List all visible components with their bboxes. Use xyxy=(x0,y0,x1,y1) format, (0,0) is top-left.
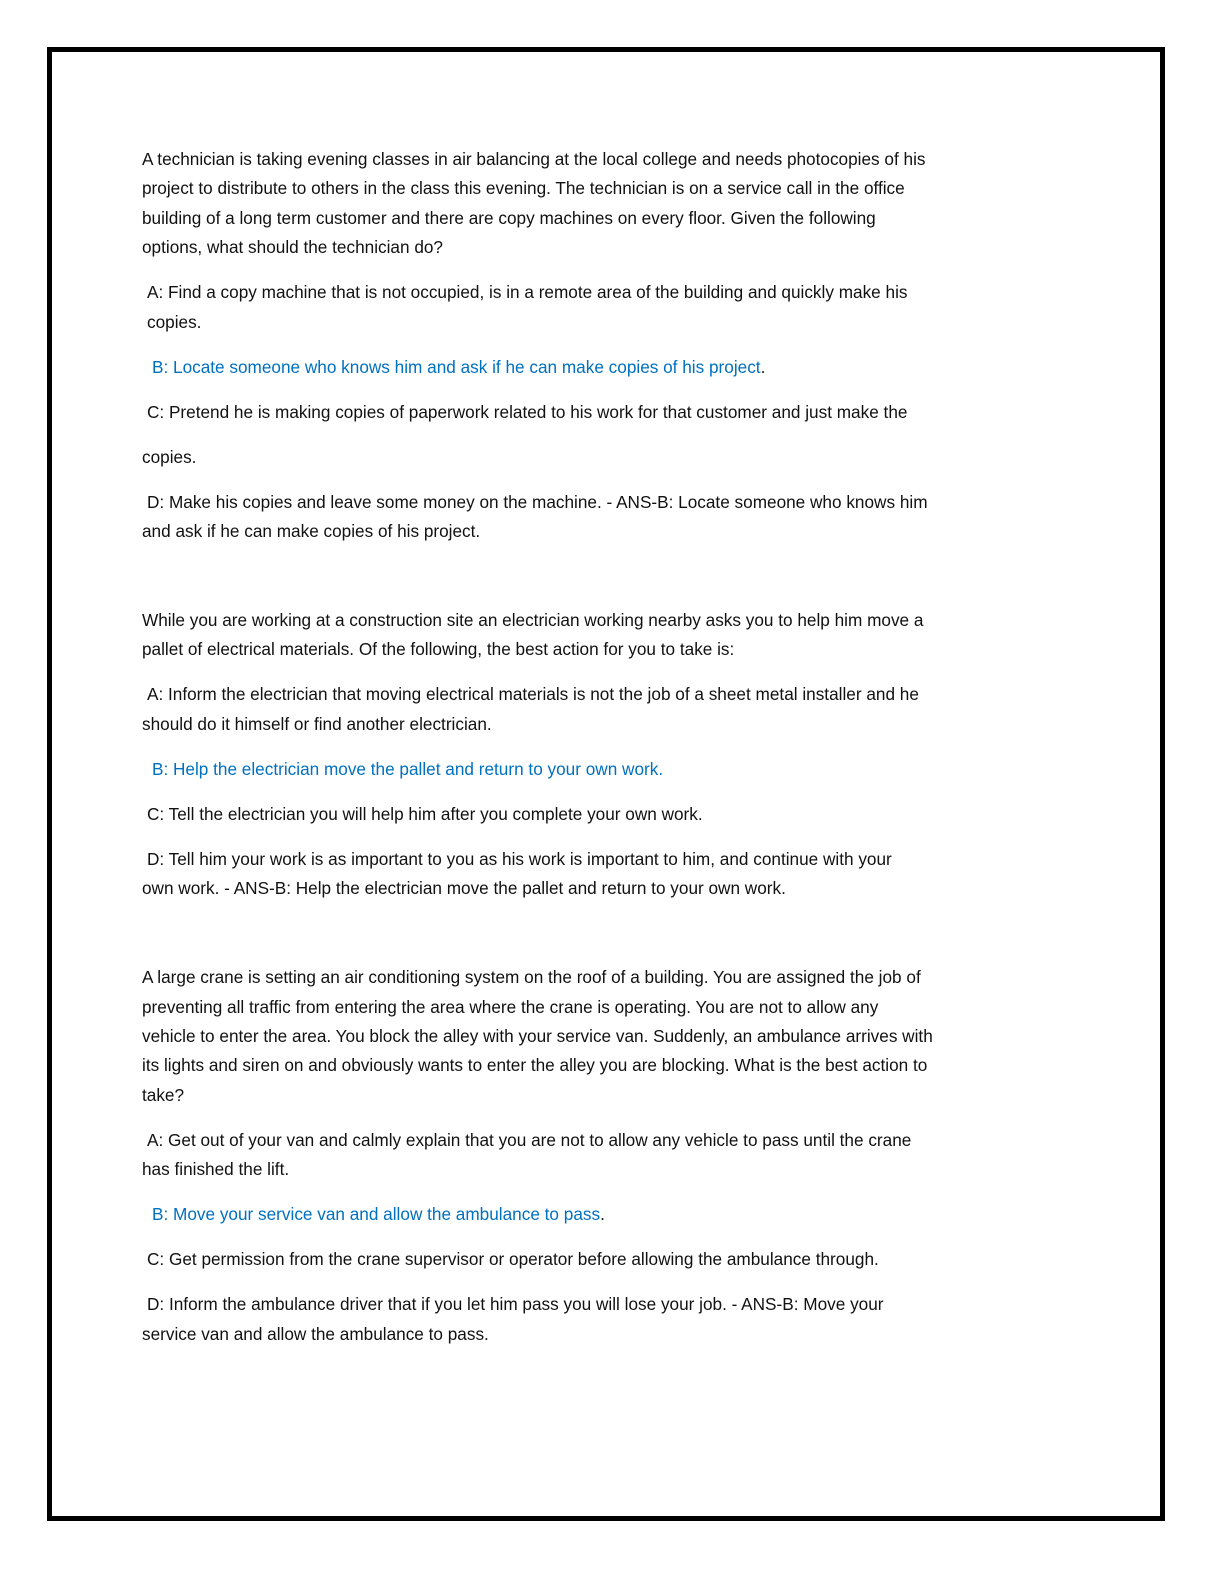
text-line: pallet of electrical materials. Of the following, the best action for you to take is: xyxy=(142,639,735,660)
question-1-option-c xyxy=(142,398,1102,427)
text-line: C: Pretend he is making copies of paperwork related to his work for that customer and just make the xyxy=(147,401,908,422)
period: . xyxy=(760,356,766,377)
text-line: D: Inform the ambulance driver that if you let him pass you will lose your job. - ANS-B: Move your xyxy=(147,1294,884,1315)
text-line: building of a long term customer and there are copy machines on every floor. Given the following xyxy=(142,207,876,228)
text-line: and ask if he can make copies of his project. xyxy=(142,521,481,542)
text-line: take? xyxy=(142,1084,185,1105)
question-1-option-a xyxy=(142,278,1102,337)
text-line: preventing all traffic from entering the area where the crane is operating. You are not to allow any xyxy=(142,996,879,1017)
question-3-stem xyxy=(142,963,1102,1110)
question-3-option-b-correct xyxy=(142,1200,1102,1229)
question-2-option-b-correct xyxy=(142,755,1102,784)
question-2-stem xyxy=(142,606,1102,665)
question-1-option-d xyxy=(142,488,1102,547)
answer-text: B: Locate someone who knows him and ask if he can make copies of his project xyxy=(152,356,761,377)
question-1-stem xyxy=(142,145,1102,263)
document-body xyxy=(142,145,1102,1349)
text-line: D: Tell him your work is as important to you as his work is important to him, and continue with your xyxy=(147,848,892,869)
question-3-option-c xyxy=(142,1245,1102,1274)
text-line: A technician is taking evening classes in air balancing at the local college and needs photocopies of his xyxy=(142,149,926,169)
text-line: A: Inform the electrician that moving electrical materials is not the job of a sheet metal installer and he xyxy=(147,684,919,705)
text-line: A large crane is setting an air conditioning system on the roof of a building. You are assigned the job of xyxy=(142,967,921,988)
text-line: project to distribute to others in the class this evening. The technician is on a service call in the office xyxy=(142,178,905,199)
question-2-option-d xyxy=(142,845,1102,904)
question-2-option-c xyxy=(142,800,1102,829)
text-line: its lights and siren on and obviously wants to enter the alley you are blocking. What is the best action to xyxy=(142,1055,928,1076)
period: . xyxy=(600,1204,605,1225)
answer-text: B: Help the electrician move the pallet and return to your own work. xyxy=(152,758,664,779)
text-line: copies. xyxy=(142,446,197,467)
text-line: should do it himself or find another electrician. xyxy=(142,713,492,734)
answer-text: B: Move your service van and allow the ambulance to pass xyxy=(152,1204,601,1225)
text-line: has finished the lift. xyxy=(142,1159,290,1180)
text-line: While you are working at a construction site an electrician working nearby asks you to help him move a xyxy=(142,610,924,631)
question-3-option-d xyxy=(142,1290,1102,1349)
text-line: C: Get permission from the crane supervisor or operator before allowing the ambulance through. xyxy=(147,1249,879,1270)
text-line: copies. xyxy=(147,311,202,332)
text-line: A: Find a copy machine that is not occupied, is in a remote area of the building and quickly make his xyxy=(147,282,908,303)
text-line: D: Make his copies and leave some money on the machine. - ANS-B: Locate someone who knows him xyxy=(147,491,928,512)
text-line: own work. - ANS-B: Help the electrician move the pallet and return to your own work. xyxy=(142,878,786,899)
text-line: A: Get out of your van and calmly explain that you are not to allow any vehicle to pass until the crane xyxy=(147,1129,912,1150)
question-1-option-c-cont xyxy=(142,443,1102,472)
text-line: service van and allow the ambulance to pass. xyxy=(142,1323,489,1344)
text-line: C: Tell the electrician you will help him after you complete your own work. xyxy=(147,803,703,824)
text-line: options, what should the technician do? xyxy=(142,237,443,258)
question-2-option-a xyxy=(142,680,1102,739)
question-3-option-a xyxy=(142,1126,1102,1185)
text-line: vehicle to enter the area. You block the alley with your service van. Suddenly, an ambulance arrives with xyxy=(142,1026,933,1047)
question-1-option-b-correct xyxy=(142,353,1102,382)
